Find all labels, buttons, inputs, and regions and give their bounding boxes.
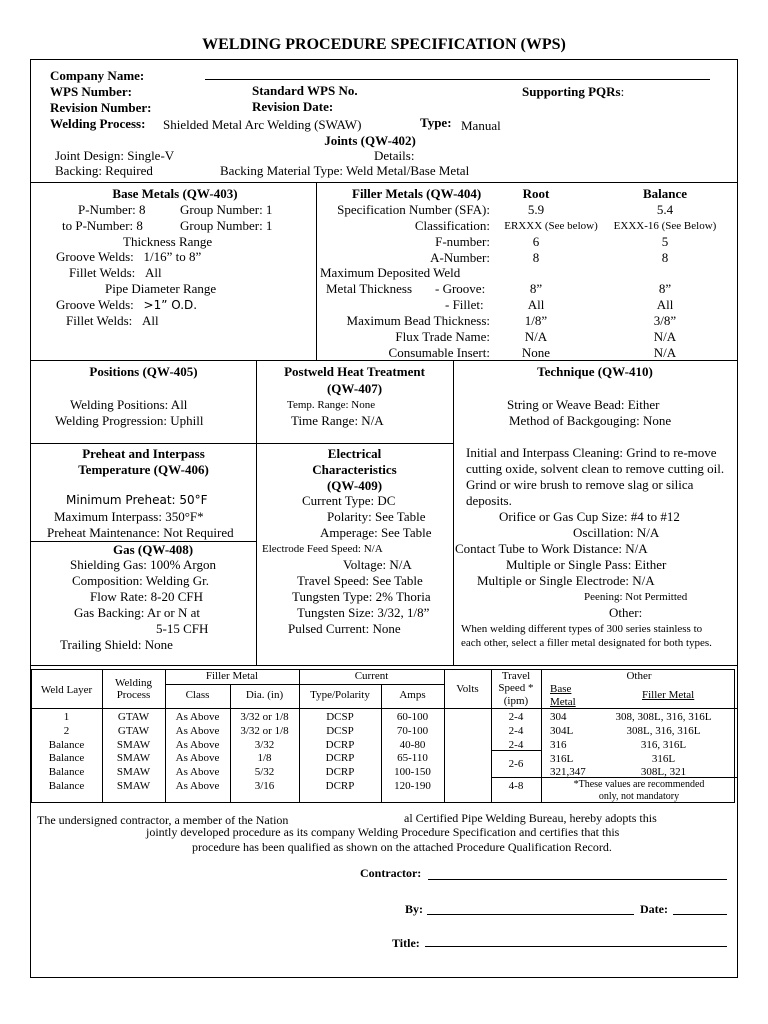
time-range: Time Range: N/A [291,413,384,428]
consumable-insert-root: None [521,345,551,360]
divider-line [31,708,737,709]
orifice-size: Orifice or Gas Cup Size: #4 to #12 [499,509,680,524]
standard-wps-label: Standard WPS No. [252,83,358,98]
amperage: Amperage: See Table [320,525,432,540]
type-label: Type: [420,115,452,130]
welding-positions: Welding Positions: All [70,397,188,412]
root-heading: Root [522,186,550,201]
title-label: Title: [392,936,420,950]
cell-travel-speed: 2-4 [508,711,524,723]
backgouging-method: Method of Backgouging: None [509,413,672,428]
cell-amps: 100-150 [394,766,431,779]
col-current: Current [354,670,389,682]
multiple-single-electrode: Multiple or Single Electrode: N/A [477,573,655,588]
sfa-root: 5.9 [527,202,545,217]
sfa-balance: 5.4 [656,202,674,217]
classification-balance: EXXX-16 (See Below) [613,220,717,232]
joint-design: Joint Design: Single-V [55,148,175,163]
technique-note: When welding different types of 300 series stainless to each other, select a filler metal designated for both types. [461,623,712,649]
joint-backing-material: Backing Material Type: Weld Metal/Base Metal [220,163,470,178]
cell-dia: 3/32 or 1/8 [240,724,289,737]
interpass-cleaning: Initial and Interpass Cleaning: Grind to re-move cutting oxide, solvent clean to remove cutting oil. Grind or wire brush to remove slag or silica deposits. [466,445,725,508]
metal-thickness-label: Metal Thickness [326,281,413,296]
bead-thickness-label: Maximum Bead Thickness: [346,313,490,328]
sfa-label: Specification Number (SFA): [337,202,490,217]
date-label: Date: [640,902,668,916]
pwht-heading: Postweld Heat Treatment [284,364,425,379]
p-number: P-Number: 8 [78,202,146,217]
cell-filler-metal: 308L, 316, 316L [626,725,701,737]
col-other: Other [626,670,652,682]
col-volts: Volts [456,683,479,695]
cell-amps: 65-110 [397,752,428,765]
pipe-fillet-welds: Fillet Welds: All [66,313,159,328]
groove-label: - Groove: [435,281,486,296]
gas-composition: Composition: Welding Gr. [72,573,210,588]
by-signature-line[interactable] [427,914,634,915]
cell-welding-process: SMAW [116,738,151,751]
bead-thickness-root: 1/8” [524,313,548,328]
cell-class: As Above [175,752,220,765]
cell-class: As Above [175,711,220,723]
col-welding-process-2: Process [116,689,151,701]
divider-line [491,777,541,778]
recommended-note-2: only, not mandatory [598,791,680,802]
certification-text-2: jointly developed procedure as its company Welding Procedure Specification and certifies that this [146,825,620,839]
cell-filler-metal: 316, 316L [640,739,687,751]
classification-label: Classification: [414,218,490,233]
date-line[interactable] [673,914,727,915]
cell-dia: 3/16 [254,780,275,792]
title-line[interactable] [425,946,727,947]
divider-line [256,360,257,665]
certification-text-1a: The undersigned contractor, a member of the Nation [37,813,289,827]
cell-welding-process: SMAW [116,752,151,765]
cell-dia: 5/32 [254,766,275,779]
joints-heading: Joints (QW-402) [324,133,416,148]
company-name-label: Company Name: [50,68,145,83]
cell-welding-process: SMAW [116,780,151,792]
cell-weld-layer: Balance [48,738,85,751]
temp-range: Temp. Range: None [287,399,376,411]
col-type-polarity: Type/Polarity [310,689,370,701]
cell-class: As Above [175,738,220,751]
cell-dia: 3/32 [254,738,275,751]
col-travel-speed: Travel [501,670,531,682]
cell-polarity: DCSP [326,711,354,723]
welding-process-value: Shielded Metal Arc Welding (SWAW) [163,117,362,132]
by-label: By: [405,902,423,916]
cell-polarity: DCRP [325,752,355,765]
cell-welding-process: GTAW [117,711,150,723]
peening: Peening: Not Permitted [584,591,688,603]
revision-date-label: Revision Date: [252,99,334,114]
a-number-root: 8 [532,250,540,265]
cell-travel-speed: 2-4 [508,739,524,751]
cell-filler-metal: 316L [651,753,676,765]
gas-backing-rate: 5-15 CFH [156,621,209,636]
pwht-heading-code: (QW-407) [326,381,383,396]
col-weld-layer: Weld Layer [40,684,93,696]
col-filler-metal: Filler Metal [205,670,259,682]
cell-amps: 70-100 [396,724,429,737]
positions-heading: Positions (QW-405) [89,364,198,379]
current-type: Current Type: DC [302,493,396,508]
col-amps: Amps [399,689,426,701]
col-base-metal-2: Metal [550,696,576,708]
groove-root: 8” [529,281,543,296]
groove-balance: 8” [658,281,672,296]
f-number-balance: 5 [661,234,669,249]
supporting-pqrs-label: Supporting PQRs: [522,84,625,99]
cell-class: As Above [175,766,220,779]
gas-heading: Gas (QW-408) [113,542,194,557]
f-number-root: 6 [532,234,540,249]
maximum-interpass: Maximum Interpass: 350°F* [54,509,204,524]
divider-line [31,665,737,666]
col-base-metal: Base [550,683,572,695]
cell-polarity: DCRP [325,780,355,792]
cell-amps: 120-190 [394,780,431,792]
flux-trade-name-label: Flux Trade Name: [395,329,490,344]
flux-trade-name-balance: N/A [653,329,677,344]
fillet-label: - Fillet: [445,297,484,312]
cell-travel-speed: 2-6 [508,758,524,770]
divider-line [453,360,454,665]
cell-class: As Above [175,724,220,737]
welding-process-label: Welding Process: [50,116,146,131]
cell-base-metal: 321,347 [550,766,586,778]
pulsed-current: Pulsed Current: None [288,621,401,636]
cell-base-metal: 316L [550,753,574,765]
other-label: Other: [609,605,643,620]
tungsten-type: Tungsten Type: 2% Thoria [292,589,431,604]
polarity: Polarity: See Table [327,509,426,524]
f-number-label: F-number: [435,234,490,249]
fillet-root: All [527,297,545,312]
company-name-line[interactable] [205,79,710,80]
cell-welding-process: GTAW [117,724,150,737]
balance-heading: Balance [642,186,688,201]
pipe-groove-welds: Groove Welds: >1” O.D. [56,297,198,312]
electrode-feed-speed: Electrode Feed Speed: N/A [262,543,383,555]
cell-base-metal: 316 [550,739,567,751]
type-value: Manual [461,118,501,133]
revision-number-label: Revision Number: [50,100,152,115]
col-travel-speed-3: (ipm) [503,695,529,707]
oscillation: Oscillation: N/A [573,525,660,540]
a-number-balance: 8 [661,250,669,265]
filler-metals-heading: Filler Metals (QW-404) [352,186,482,201]
joint-details: Details: [374,148,415,163]
wps-number-label: WPS Number: [50,84,132,99]
technique-heading: Technique (QW-410) [537,364,653,379]
preheat-heading-code: Temperature (QW-406) [78,462,209,477]
electrical-heading: Electrical [327,446,382,461]
thickness-range: Thickness Range [123,234,213,249]
group-number-1: Group Number: 1 [180,202,273,217]
multiple-single-pass: Multiple or Single Pass: Either [506,557,667,572]
joint-backing: Backing: Required [55,163,153,178]
groove-welds: Groove Welds: 1/16” to 8” [56,249,202,264]
divider-line [31,182,737,183]
cell-polarity: DCSP [326,724,354,737]
trailing-shield: Trailing Shield: None [60,637,173,652]
certification-text-1b: al Certified Pipe Welding Bureau, hereby adopts this [404,811,657,825]
col-filler-metal-other: Filler Metal [642,689,695,701]
voltage: Voltage: N/A [343,557,412,572]
contractor-label: Contractor: [360,866,422,880]
cell-weld-layer: 2 [63,724,70,737]
a-number-label: A-Number: [430,250,490,265]
contractor-signature-line[interactable] [428,879,727,880]
max-deposited-label: Maximum Deposited Weld [320,265,461,280]
cell-amps: 40-80 [399,738,426,751]
cell-base-metal: 304L [550,725,574,737]
preheat-maintenance: Preheat Maintenance: Not Required [47,525,234,540]
cell-base-metal: 304 [550,711,567,723]
cell-weld-layer: Balance [48,752,85,765]
tungsten-size: Tungsten Size: 3/32, 1/8” [297,605,430,620]
col-class: Class [185,689,210,701]
certification-text-3: procedure has been qualified as shown on the attached Procedure Qualification Record. [192,840,612,854]
group-number-2: Group Number: 1 [180,218,273,233]
recommended-note: *These values are recommended [573,779,705,790]
contact-tube-distance: Contact Tube to Work Distance: N/A [455,541,648,556]
cell-dia: 3/32 or 1/8 [240,711,289,723]
col-travel-speed-2: Speed * [498,682,534,694]
cell-filler-metal: 308L, 321 [640,766,687,778]
page-title: WELDING PROCEDURE SPECIFICATION (WPS) [202,36,566,53]
cell-polarity: DCRP [325,738,355,751]
cell-welding-process: SMAW [116,766,151,779]
minimum-preheat: Minimum Preheat: 50°F [66,493,208,507]
cell-filler-metal: 308, 308L, 316, 316L [615,711,712,723]
gas-backing: Gas Backing: Ar or N at [74,605,201,620]
col-welding-process: Welding [115,677,152,689]
consumable-insert-balance: N/A [653,345,677,360]
base-metals-heading: Base Metals (QW-403) [112,186,238,201]
to-p-number: to P-Number: 8 [62,218,143,233]
cell-weld-layer: 1 [63,711,70,723]
preheat-heading: Preheat and Interpass [82,446,205,461]
cell-weld-layer: Balance [48,766,85,779]
classification-root: ERXXX (See below) [504,220,598,232]
cell-travel-speed: 2-4 [508,725,524,737]
travel-speed: Travel Speed: See Table [297,573,423,588]
fillet-balance: All [656,297,674,312]
shielding-gas: Shielding Gas: 100% Argon [70,557,217,572]
divider-line [165,684,444,685]
string-weave-bead: String or Weave Bead: Either [507,397,660,412]
flux-trade-name-root: N/A [524,329,548,344]
flow-rate: Flow Rate: 8-20 CFH [90,589,204,604]
col-dia: Dia. (in) [245,689,284,701]
divider-line [31,443,453,444]
fillet-welds: Fillet Welds: All [69,265,162,280]
cell-dia: 1/8 [257,752,272,765]
consumable-insert-label: Consumable Insert: [388,345,490,360]
welding-progression: Welding Progression: Uphill [55,413,204,428]
cell-weld-layer: Balance [48,780,85,792]
electrical-heading-2: Characteristics [312,462,397,477]
pipe-diameter-range: Pipe Diameter Range [105,281,217,296]
cell-amps: 60-100 [396,711,429,723]
electrical-heading-code: (QW-409) [326,478,383,493]
cell-travel-speed: 4-8 [508,780,524,792]
cell-polarity: DCRP [325,766,355,779]
bead-thickness-balance: 3/8” [653,313,677,328]
cell-class: As Above [175,780,220,792]
